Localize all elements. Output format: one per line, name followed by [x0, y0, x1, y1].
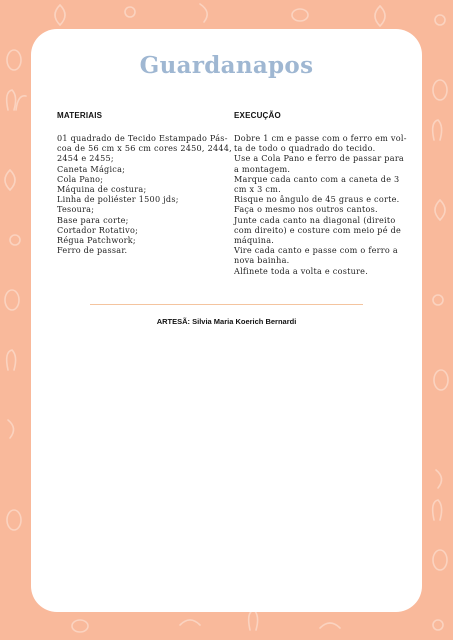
egg-icon — [72, 620, 88, 632]
leaf-icon — [320, 623, 340, 628]
leaf-icon — [180, 620, 200, 625]
materials-line: Ferro de passar. — [57, 245, 128, 256]
execution-heading: EXECUÇÃO — [234, 111, 281, 120]
materials-line: Linha de poliéster 1500 jds; — [57, 194, 179, 205]
divider — [90, 304, 363, 305]
egg-icon — [434, 370, 448, 390]
execution-line: Marque cada canto com a caneta de 3 — [234, 173, 400, 184]
flower-icon — [433, 620, 443, 630]
leaf-icon — [200, 4, 207, 22]
flower-icon — [433, 295, 443, 305]
execution-line: Faça o mesmo nos outros cantos. — [234, 204, 378, 215]
materials-list — [57, 133, 232, 256]
materials-line: 01 quadrado de Tecido Estampado Pás- — [57, 133, 228, 143]
execution-list — [234, 133, 407, 276]
materials-line: Cortador Rotativo; — [57, 224, 139, 235]
materials-line: Caneta Mágica; — [57, 163, 126, 174]
egg-icon — [433, 80, 447, 100]
bunny-icon — [249, 610, 258, 630]
execution-line: cm x 3 cm. — [234, 184, 281, 195]
materials-line: Máquina de costura; — [57, 184, 147, 195]
materials-line: Tesoura; — [57, 204, 95, 215]
execution-line: Risque no ângulo de 45 graus e corte. — [234, 194, 400, 205]
materials-line: Cola Pano; — [57, 173, 104, 184]
leaf-icon — [375, 6, 385, 26]
materials-line: 2454 e 2455; — [57, 153, 114, 164]
bunny-icon — [433, 500, 442, 520]
leaf-icon — [436, 470, 442, 488]
execution-line: ta de todo o quadrado do tecido. — [234, 143, 376, 154]
execution-line: a montagem. — [234, 163, 291, 174]
flower-icon — [10, 235, 20, 245]
execution-line: Vire cada canto e passe com o ferro a — [234, 245, 398, 256]
egg-icon — [7, 510, 21, 530]
execution-line: Alfinete toda a volta e costure. — [234, 265, 369, 276]
flower-icon — [125, 7, 135, 17]
materials-heading: MATERIAIS — [57, 111, 103, 120]
execution-line: com direito) e costure com meio pé de — [234, 224, 402, 235]
execution-line: Dobre 1 cm e passe com o ferro em vol- — [234, 133, 407, 143]
leaf-icon — [5, 170, 15, 190]
execution-line: nova bainha. — [234, 255, 290, 266]
bunny-icon — [7, 350, 16, 370]
page-title: Guardanapos — [139, 52, 314, 79]
leaf-icon — [435, 200, 445, 220]
bunny-icon — [7, 90, 26, 110]
materials-line: Régua Patchwork; — [57, 235, 136, 246]
execution-line: Use a Cola Pano e ferro de passar para — [234, 153, 405, 164]
artisan-credit: ARTESÃ: Silvia Maria Koerich Bernardi — [156, 317, 297, 326]
leaf-icon — [55, 5, 65, 25]
egg-icon — [5, 290, 19, 310]
execution-line: máquina. — [234, 235, 275, 246]
leaf-icon — [8, 420, 14, 438]
egg-icon — [433, 550, 447, 570]
flower-icon — [435, 15, 445, 25]
materials-line: coa de 56 cm x 56 cm cores 2450, 2444, — [57, 143, 232, 154]
egg-icon — [292, 9, 308, 21]
bunny-icon — [433, 120, 442, 140]
execution-line: Junte cada canto na diagonal (direito — [234, 214, 396, 225]
materials-line: Base para corte; — [57, 214, 129, 225]
